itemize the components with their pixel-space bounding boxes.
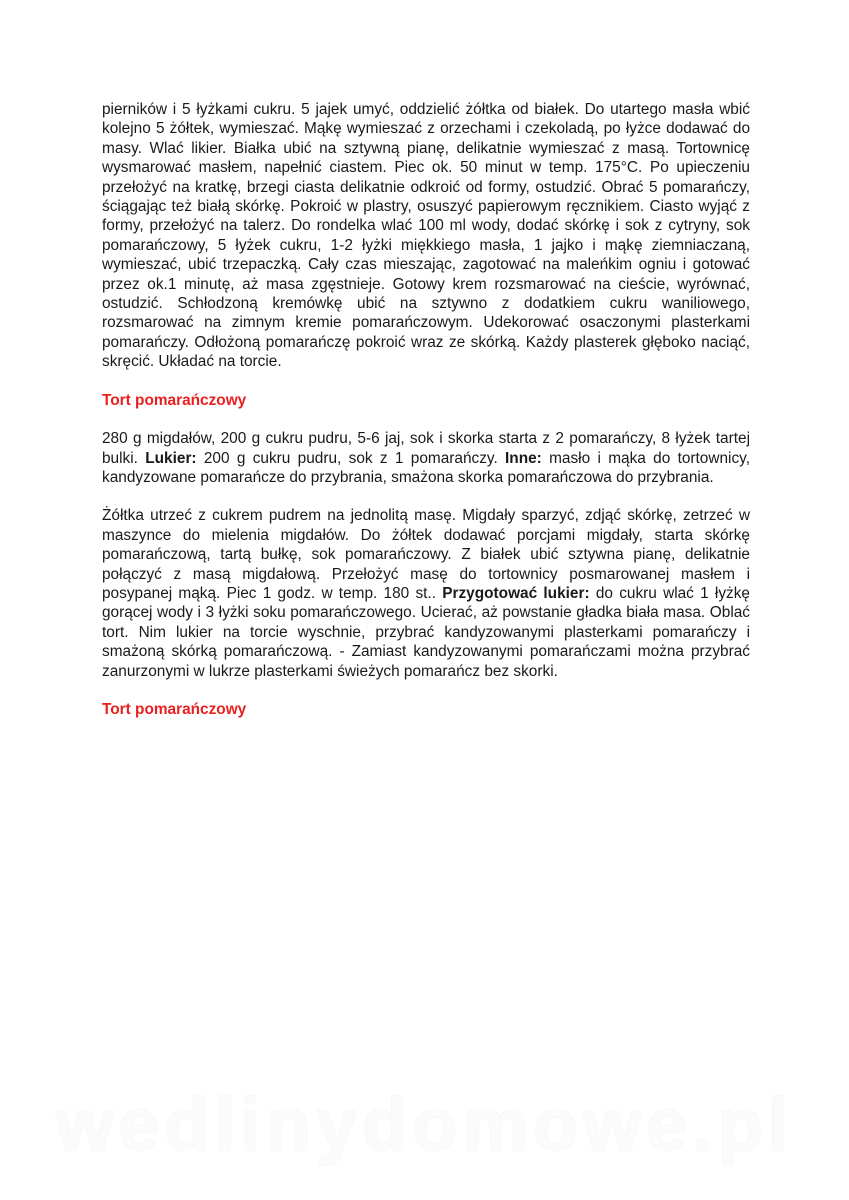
lukier-step-text: do cukru wlać 1 łyżkę gorącej wody i 3 łyżki soku pomarańczowego. Ucierać, aż powstanie gładka biała masa. Oblać tort. Nim lukier na torcie wyschnie, przybrać kandyzowanymi plasterkami pomarańczy i smażoną skórką pomarańczową. - Zamiast kandyzowanymi pomarańczami można przybrać zanurzonymi w lukrze plasterkami świeżych pomarańcz bez skorki.: [102, 584, 750, 680]
ingredients-paragraph: [102, 429, 750, 487]
document-body: [102, 100, 750, 719]
recipe-heading: Tort pomarańczowy: [102, 391, 247, 409]
method-paragraph: [102, 506, 750, 681]
ingredients-text: 280 g migdałów, 200 g cukru pudru, 5-6 jaj, sok i skorka starta z 2 pomarańczy, 8 łyżek tartej bulki.: [102, 430, 750, 467]
method-text: Żółtka utrzeć z cukrem pudrem na jednolitą masę. Migdały sparzyć, zdjąć skórkę, zetrzeć w maszynce do mielenia migdałów. Do żółtek dodawać porcjami migdały, starta skórkę pomarańczową, tartą bułkę, sok pomarańczowy. Z białek ubić sztywna pianę, delikatnie połączyć z masą migdałową. Przełożyć masę do tortownicy posmarowanej masłem i posypanej mąką. Piec 1 godz. w temp. 180 st..: [102, 507, 750, 602]
lukier-step-label: Przygotować lukier:: [442, 584, 590, 602]
inne-text: masło i mąka do tortownicy, kandyzowane pomarańcze do przybrania, smażona skorka pomarańczowa do przybrania.: [102, 449, 750, 486]
lukier-text: 200 g cukru pudru, sok z 1 pomarańczy.: [196, 449, 506, 467]
recipe-paragraph-continued: pierników i 5 łyżkami cukru. 5 jajek umyć, oddzielić żółtka od białek. Do utartego masła wbić kolejno 5 żółtek, wymieszać. Mąkę wymieszać z orzechami i czekoladą, po łyżce dodawać do masy. Wlać likier. Białka ubić na sztywną pianę, delikatnie wymieszać z masą. Tortownicę wysmarować masłem, napełnić ciastem. Piec ok. 50 minut w temp. 175°C. Po upieczeniu przełożyć na kratkę, brzegi ciasta delikatnie odkroić od formy, ostudzić. Obrać 5 pomarańczy, ściągając też białą skórkę. Pokroić w plastry, osuszyć papierowym ręcznikiem. Ciasto wyjąć z formy, przełożyć na talerz. Do rondelka wlać 100 ml wody, dodać skórkę i sok z cytryny, sok pomarańczowy, 5 łyżek cukru, 1-2 łyżki miękkiego masła, 1 jajko i mąkę ziemniaczaną, wymieszać, ubić trzepaczką. Cały czas mieszając, zagotować na maleńkim ogniu i gotować przez ok.1 minutę, aż masa zgęstnieje. Gotowy krem rozsmarować na cieście, wyrównać, ostudzić. Schłodzoną kremówkę ubić na sztywno z dodatkiem cukru waniliowego, rozsmarować na zimnym kremie pomarańczowym. Udekorować osaczonymi plasterkami pomarańczy. Odłożoną pomarańczę pokroić wraz ze skórką. Każdy plasterek głęboko naciąć, skręcić. Układać na torcie.: [102, 101, 750, 371]
watermark: wedlinydomowe.pl: [55, 1083, 794, 1166]
inne-label: Inne:: [505, 449, 542, 467]
lukier-label: Lukier:: [145, 449, 197, 467]
recipe-heading-2: Tort pomarańczowy: [102, 700, 247, 718]
